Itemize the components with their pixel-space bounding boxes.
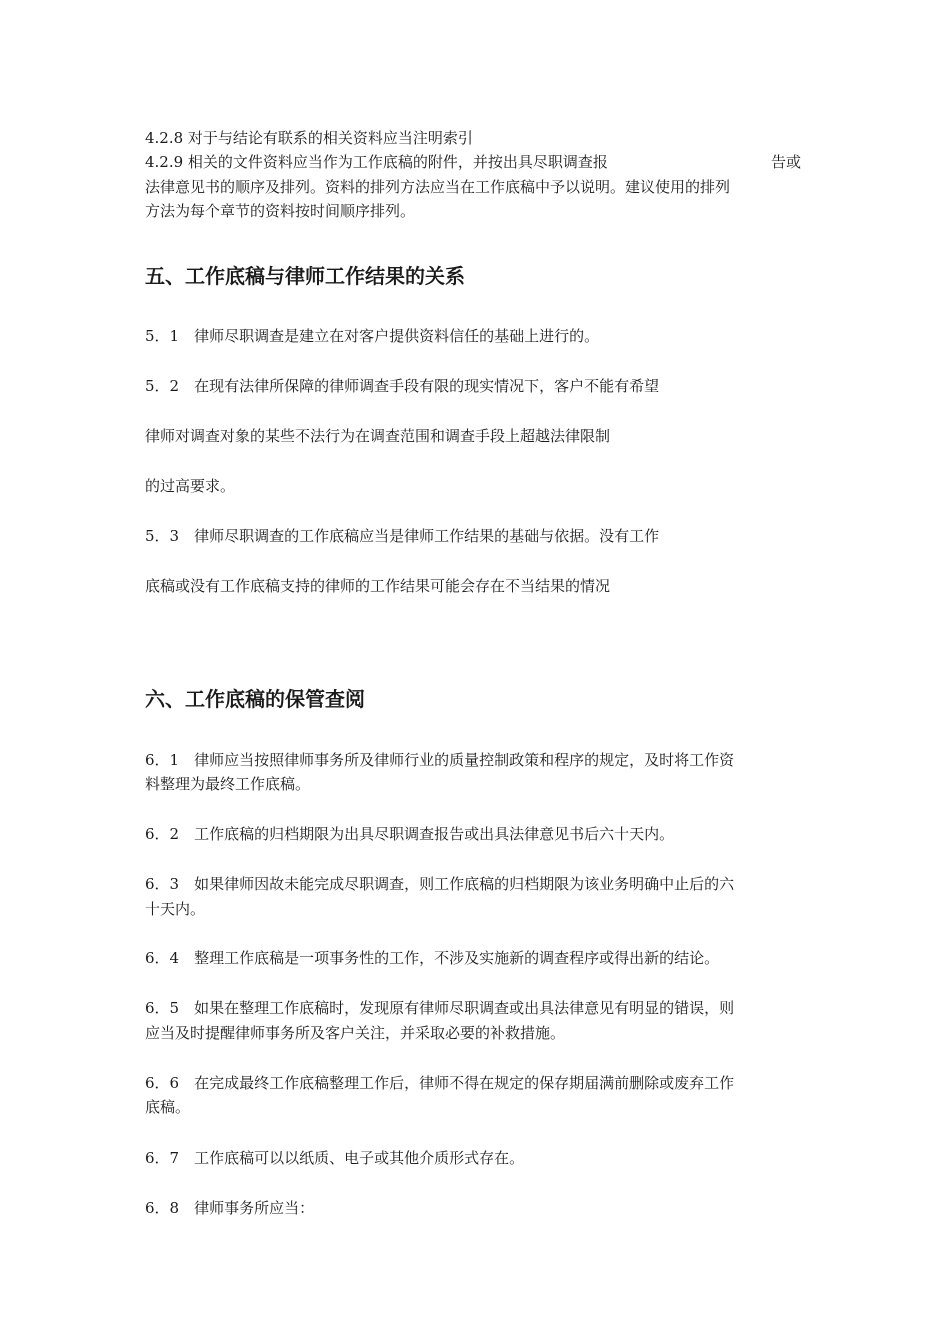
paragraph-6-7: 6．7 工作底稿可以以纸质、电子或其他介质形式存在。 bbox=[145, 1149, 525, 1167]
paragraph-6-1-line-2: 料整理为最终工作底稿。 bbox=[145, 775, 311, 793]
paragraph-4-2-9-text: 4.2.9 相关的文件资料应当作为工作底稿的附件，并按出具尽职调查报 bbox=[145, 153, 608, 171]
paragraph-5-3-line-1: 5．3 律师尽职调查的工作底稿应当是律师工作结果的基础与依据。没有工作 bbox=[145, 527, 660, 545]
paragraph-6-6-line-1: 6．6 在完成最终工作底稿整理工作后，律师不得在规定的保存期届满前删除或废弃工作 bbox=[145, 1074, 735, 1092]
paragraph-6-6-line-2: 底稿。 bbox=[145, 1098, 191, 1116]
paragraph-6-3-line-1: 6．3 如果律师因故未能完成尽职调查，则工作底稿的归档期限为该业务明确中止后的六 bbox=[145, 875, 735, 893]
paragraph-6-5-line-1: 6．5 如果在整理工作底稿时，发现原有律师尽职调查或出具法律意见有明显的错误，则 bbox=[145, 999, 735, 1017]
paragraph-6-3-line-2: 十天内。 bbox=[145, 900, 206, 918]
paragraph-4-2-9-line-3: 方法为每个章节的资料按时间顺序排列。 bbox=[145, 202, 416, 220]
paragraph-5-2-line-1: 5．2 在现有法律所保障的律师调查手段有限的现实情况下，客户不能有希望 bbox=[145, 377, 660, 395]
paragraph-6-8: 6．8 律师事务所应当： bbox=[145, 1199, 315, 1217]
paragraph-5-2-line-3: 的过高要求。 bbox=[145, 477, 236, 495]
section-6-heading: 六、工作底稿的保管查阅 bbox=[145, 687, 365, 711]
paragraph-4-2-9-continuation: 告或 bbox=[771, 153, 802, 171]
paragraph-5-3-line-2: 底稿或没有工作底稿支持的律师的工作结果可能会存在不当结果的情况 bbox=[145, 577, 611, 595]
paragraph-4-2-8: 4.2.8 对于与结论有联系的相关资料应当注明索引 bbox=[145, 129, 473, 147]
paragraph-6-4: 6．4 整理工作底稿是一项事务性的工作，不涉及实施新的调查程序或得出新的结论。 bbox=[145, 949, 720, 967]
paragraph-5-2-line-2: 律师对调查对象的某些不法行为在调查范围和调查手段上超越法律限制 bbox=[145, 427, 611, 445]
paragraph-6-1-line-1: 6．1 律师应当按照律师事务所及律师行业的质量控制政策和程序的规定，及时将工作资 bbox=[145, 751, 735, 769]
paragraph-6-5-line-2: 应当及时提醒律师事务所及客户关注，并采取必要的补救措施。 bbox=[145, 1024, 566, 1042]
paragraph-6-2: 6．2 工作底稿的归档期限为出具尽职调查报告或出具法律意见书后六十天内。 bbox=[145, 825, 675, 843]
paragraph-4-2-9-line-2: 法律意见书的顺序及排列。资料的排列方法应当在工作底稿中予以说明。建议使用的排列 bbox=[145, 178, 731, 196]
paragraph-5-1: 5．1 律师尽职调查是建立在对客户提供资料信任的基础上进行的。 bbox=[145, 327, 600, 345]
section-5-heading: 五、工作底稿与律师工作结果的关系 bbox=[145, 264, 465, 288]
paragraph-4-2-9-line-1 bbox=[145, 150, 810, 174]
